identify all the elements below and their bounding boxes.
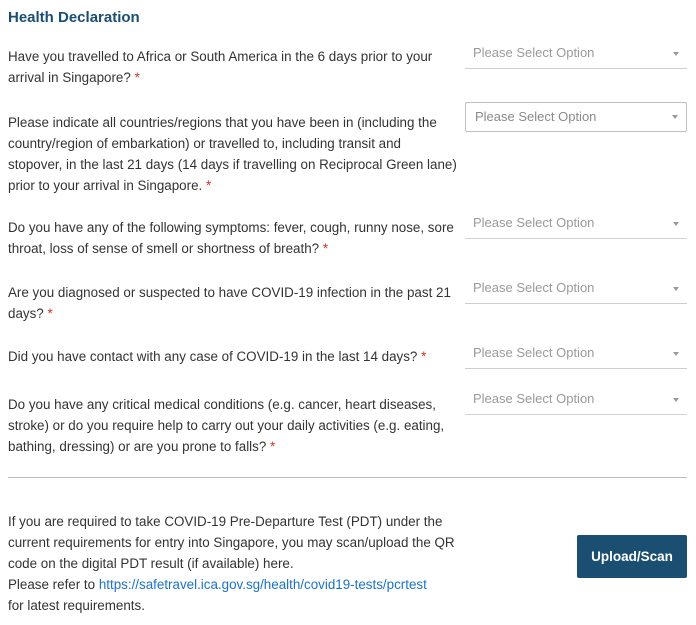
question-countries-visited bbox=[8, 112, 458, 196]
chevron-down-icon bbox=[673, 352, 679, 356]
pcrtest-link[interactable]: https://safetravel.ica.gov.sg/health/covid19-tests/pcrtest bbox=[98, 577, 427, 592]
select-placeholder: Please Select Option bbox=[475, 109, 597, 124]
symptoms-select[interactable] bbox=[465, 210, 687, 239]
required-mark: * bbox=[270, 439, 276, 454]
question-africa-travel bbox=[8, 46, 458, 88]
question-text: Did you have contact with any case of COVID-19 in the last 14 days? bbox=[8, 349, 418, 364]
medical-conditions-select[interactable] bbox=[465, 386, 687, 415]
question-symptoms bbox=[8, 217, 458, 259]
covid-diagnosis-select[interactable] bbox=[465, 275, 687, 304]
covid-contact-select[interactable] bbox=[465, 340, 687, 369]
chevron-down-icon bbox=[673, 222, 679, 226]
pdt-description: If you are required to take COVID-19 Pre-Departure Test (PDT) under the current requirements for entry into Singapore, you may scan/upload the QR code on the digital PDT result (if available) here. bbox=[8, 514, 455, 571]
chevron-down-icon bbox=[672, 115, 678, 119]
question-medical-conditions bbox=[8, 394, 458, 457]
countries-visited-select[interactable] bbox=[465, 102, 687, 132]
section-divider bbox=[8, 477, 687, 478]
chevron-down-icon bbox=[673, 398, 679, 402]
select-placeholder: Please Select Option bbox=[473, 45, 595, 60]
select-placeholder: Please Select Option bbox=[473, 345, 595, 360]
africa-travel-select[interactable] bbox=[465, 40, 687, 69]
required-mark: * bbox=[206, 178, 212, 193]
question-covid-contact bbox=[8, 346, 458, 367]
question-text: Are you diagnosed or suspected to have COVID-19 infection in the past 21 days? bbox=[8, 285, 451, 321]
chevron-down-icon bbox=[673, 52, 679, 56]
pdt-refer-prefix: Please refer to bbox=[8, 577, 96, 592]
question-text: Have you travelled to Africa or South America in the 6 days prior to your arrival in Singapore? bbox=[8, 49, 433, 85]
section-title: Health Declaration bbox=[8, 9, 140, 26]
chevron-down-icon bbox=[673, 287, 679, 291]
pdt-refer-suffix: for latest requirements. bbox=[8, 598, 145, 613]
question-text: Please indicate all countries/regions that you have been in (including the country/region of embarkation) or travelled to, including transit and stopover, in the last 21 days (14 days if travelling on Reciprocal Green lane) prior to your arrival in Singapore. bbox=[8, 115, 457, 193]
select-placeholder: Please Select Option bbox=[473, 280, 595, 295]
required-mark: * bbox=[322, 241, 329, 256]
select-placeholder: Please Select Option bbox=[473, 391, 595, 406]
pdt-info bbox=[8, 511, 463, 616]
question-covid-diagnosis bbox=[8, 282, 458, 324]
required-mark: * bbox=[47, 306, 53, 321]
question-text: Do you have any critical medical conditions (e.g. cancer, heart diseases, stroke) or do you require help to carry out your daily activities (e.g. eating, bathing, dressing) or are you prone to falls? bbox=[8, 397, 445, 454]
required-mark: * bbox=[421, 349, 427, 364]
question-text: Do you have any of the following symptoms: fever, cough, runny nose, sore throat, loss of sense of smell or shortness of breath? bbox=[8, 220, 454, 256]
upload-scan-button[interactable]: Upload/Scan bbox=[577, 535, 687, 578]
required-mark: * bbox=[134, 70, 140, 85]
select-placeholder: Please Select Option bbox=[473, 215, 595, 230]
